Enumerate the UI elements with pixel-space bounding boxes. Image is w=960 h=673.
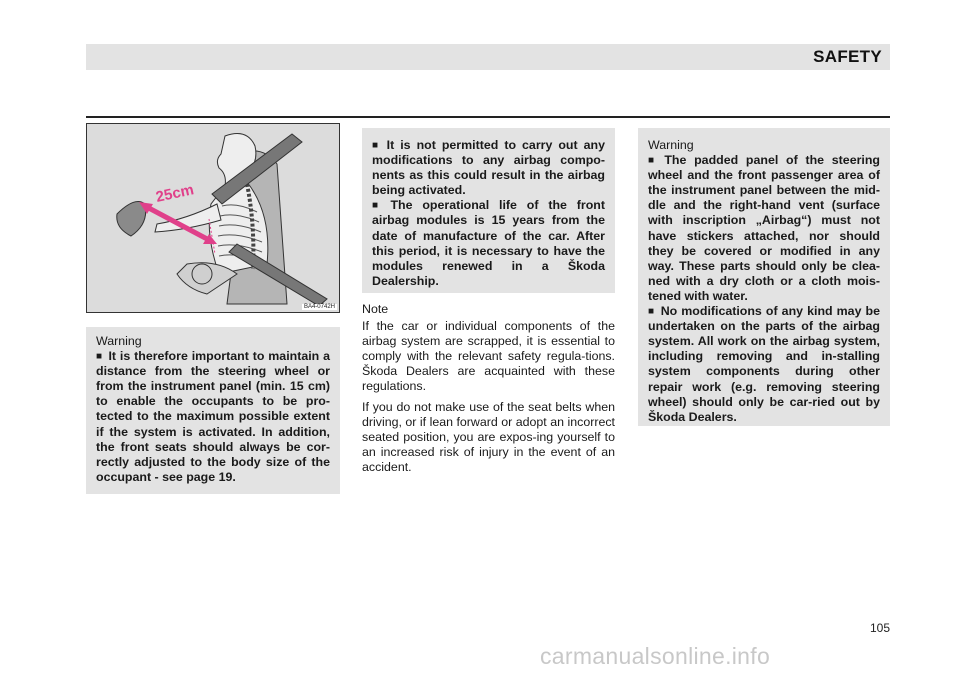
info-item [372, 138, 605, 198]
figure-code: BA4-0742H [303, 304, 335, 310]
info-item-text: The operational life of the front airbag modules is 15 years from the date of manufacture of the car. After this period, it is necessary to have the modules renewed in a Škoda Dealership. [372, 198, 605, 288]
info-box-middle [362, 128, 615, 293]
page-number: 105 [869, 621, 890, 635]
bullet-icon: ■ [96, 351, 103, 363]
section-title: SAFETY [813, 47, 882, 66]
warning-item [96, 349, 330, 485]
note-paragraph: If you do not make use of the seat belts when driving, or if lean forward or adopt an incorrect seated position, you are expos-ing yourself to an increased risk of injury in the event of an accident. [362, 399, 615, 474]
warning-item [648, 153, 880, 304]
warning-heading: Warning [648, 138, 694, 152]
distance-label: 25cm [154, 181, 196, 206]
warning-text: The padded panel of the steering wheel and the front passenger area of the instrument panel between the mid-dle and the right-hand vent (surface with inscription „Airbag“) must not have stickers attached, nor should they be covered or modified in any way. These parts should only be clea-ned with a dry cloth or a cloth mois-tened with water. [648, 153, 880, 303]
watermark: carmanualsonline.info [540, 643, 771, 669]
warning-item [648, 304, 880, 425]
warning-text: It is therefore important to maintain a distance from the steering wheel or from the instrument panel (min. 15 cm) to enable the occupants to be pro-tected to the maximum possible extent if the system is activated. In addition, the front seats should always be cor-rectly adjusted to the body size of the occupant - see page 19. [96, 349, 330, 484]
bullet-icon: ■ [648, 306, 655, 318]
warning-box-left [86, 327, 340, 494]
note-heading: Note [362, 302, 389, 316]
warning-box-right [638, 128, 890, 426]
warning-heading: Warning [96, 334, 142, 348]
illustration-drawing [87, 124, 340, 313]
airbag-distance-illustration [86, 123, 340, 313]
note-paragraph: If the car or individual components of the airbag system are scrapped, it is essential to comply with the relevant safety regula-tions. Škoda Dealers are acquainted with these regulations. [362, 319, 615, 394]
info-item [372, 198, 605, 289]
bullet-icon: ■ [372, 200, 385, 212]
horizontal-rule [86, 116, 890, 118]
bullet-icon: ■ [648, 155, 659, 167]
note-section [362, 302, 615, 480]
header-bar [86, 44, 890, 70]
bullet-icon: ■ [372, 140, 381, 151]
info-item-text: It is not permitted to carry out any modifications to any airbag compo-nents as this could result in the airbag being activated. [372, 138, 606, 198]
warning-text: No modifications of any kind may be undertaken on the parts of the airbag system. All work on the airbag system, including removing and in-stalling system components during other repair work (e.g. removing steering wheel) should only be car-ried out by Škoda Dealers. [648, 304, 880, 424]
